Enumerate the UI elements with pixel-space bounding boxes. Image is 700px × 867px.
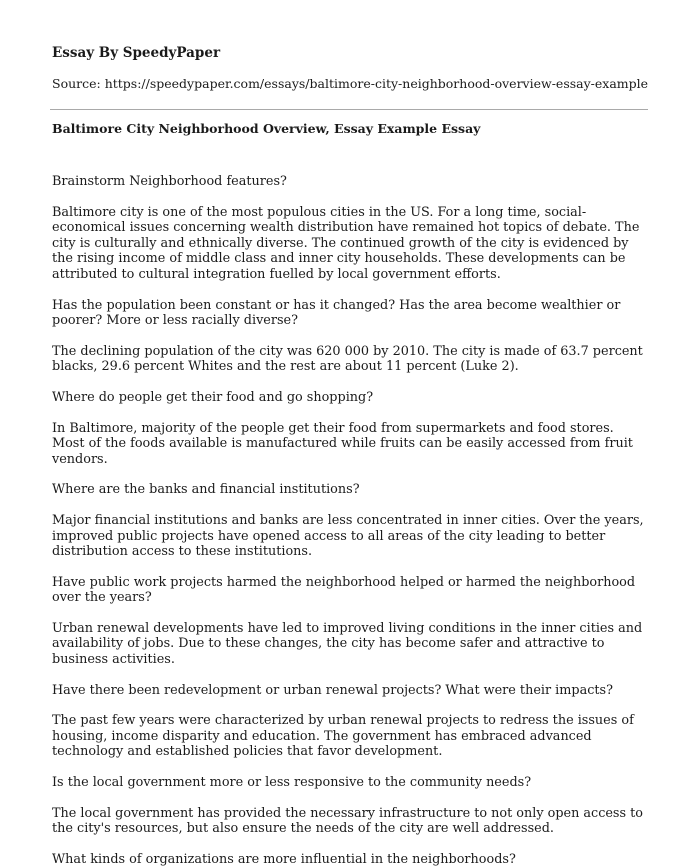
paragraph: Major financial institutions and banks are less concentrated in inner cities. Over the years, improved public projects have opened access to all areas of the city leading to better distribution access to these institutions.: [52, 512, 644, 560]
paragraph: Have public work projects harmed the neighborhood helped or harmed the neighborhood over the years?: [52, 574, 636, 606]
paragraph: Brainstorm Neighborhood features?: [52, 174, 287, 189]
paragraph: Have there been redevelopment or urban renewal projects? What were their impacts?: [52, 682, 613, 698]
header-divider: [50, 109, 648, 110]
document-title: Essay By SpeedyPaper: [52, 45, 221, 61]
paragraph: Is the local government more or less responsive to the community needs?: [52, 775, 532, 791]
paragraph: Where do people get their food and go shopping?: [52, 389, 374, 405]
paragraph: In Baltimore, majority of the people get their food from supermarkets and food stores. Most of the foods available is manufactured while fruits can be easily accessed from fruit vendors.: [52, 420, 633, 467]
essay-body: [52, 174, 648, 867]
paragraph: Where are the banks and financial institutions?: [52, 482, 360, 498]
paragraph: What kinds of organizations are more influential in the neighborhoods?: [52, 851, 516, 867]
paragraph: Has the population been constant or has it changed? Has the area become wealthier or poorer? More or less racially diverse?: [52, 297, 621, 329]
paragraph: The past few years were characterized by urban renewal projects to redress the issues of housing, income disparity and education. The government has embraced advanced technology and established policies that favor development.: [52, 713, 634, 760]
paragraph: Urban renewal developments have led to improved living conditions in the inner cities and availability of jobs. Due to these changes, the city has become safer and attractive to business activities.: [52, 620, 643, 668]
essay-title: Baltimore City Neighborhood Overview, Essay Example Essay: [52, 121, 481, 136]
paragraph: The declining population of the city was 620 000 by 2010. The city is made of 63.7 percent blacks, 29.6 percent Whites and the rest are about 11 percent (Luke 2).: [52, 343, 643, 375]
paragraph: The local government has provided the necessary infrastructure to not only open access to the city's resources, but also ensure the needs of the city are well addressed.: [52, 805, 643, 837]
paragraph: Baltimore city is one of the most populous cities in the US. For a long time, social-economical issues concerning wealth distribution have remained hot topics of debate. The city is culturally and ethnically diverse. The continued growth of the city is evidenced by the rising income of middle class and inner city households. These developments can be attributed to cultural integration fuelled by local government efforts.: [52, 204, 640, 282]
source-line: Source: https://speedypaper.com/essays/baltimore-city-neighborhood-overview-essay-example: [52, 76, 649, 91]
